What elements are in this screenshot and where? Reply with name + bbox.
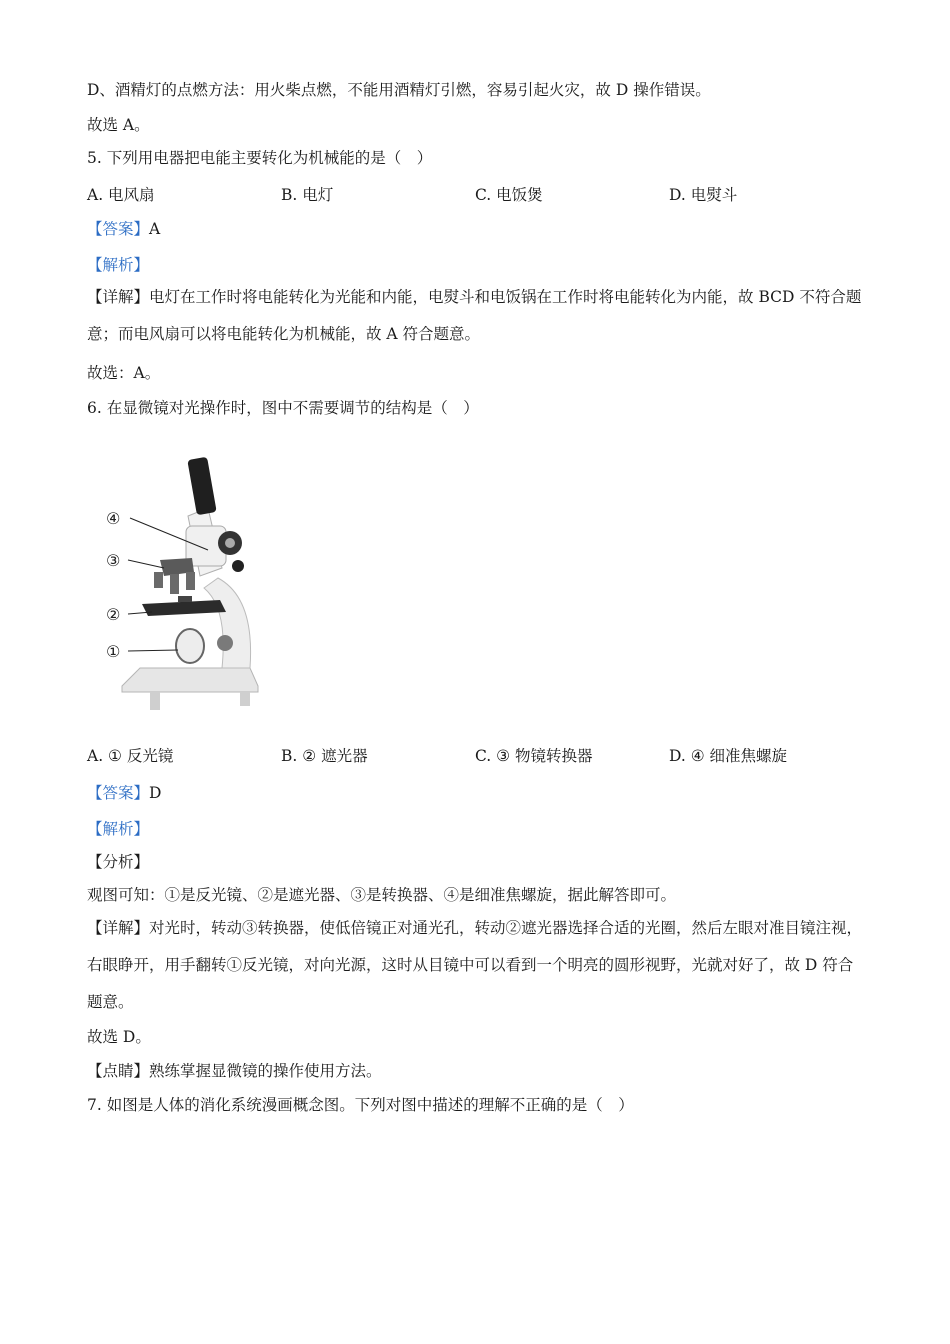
q6-option-d: D. ④ 细准焦螺旋 (669, 747, 788, 765)
q6-analysis-tag: 【解析】 (87, 820, 150, 838)
q6-fenxi-text: 观图可知：①是反光镜、②是遮光器、③是转换器、④是细准焦螺旋，据此解答即可。 (87, 886, 677, 904)
q5-option-d: D. 电熨斗 (669, 186, 738, 204)
detail-tag: 【详解】 (87, 919, 150, 937)
detail-text: 对光时，转动③转换器，使低倍镜正对通光孔，转动②遮光器选择合适的光圈，然后左眼对准目镜注视，右眼睁开，用手翻转①反光镜，对向光源，这时从目镜中可以看到一个明亮的圆形视野，光就对好了，故 D 符合题意。 (87, 919, 863, 1011)
q5-option-c: C. 电饭煲 (475, 186, 543, 204)
label-2: ② (106, 605, 121, 624)
q6-fenxi-tag: 【分析】 (87, 853, 150, 871)
question-6: 6. 在显微镜对光操作时，图中不需要调节的结构是（ ） (87, 399, 479, 417)
microscope-figure (100, 448, 270, 718)
answer-tag: 【答案】 (87, 220, 150, 238)
answer-tag: 【答案】 (87, 784, 150, 802)
dianjing-tag: 【点睛】 (87, 1062, 150, 1080)
q6-option-a: A. ① 反光镜 (87, 747, 174, 765)
microscope-drawing (122, 457, 258, 710)
q6-option-b: B. ② 遮光器 (281, 747, 368, 765)
q6-detail (87, 910, 867, 1021)
line-pick-a: 故选 A。 (87, 116, 150, 134)
line-d-answer: D、酒精灯的点燃方法：用火柴点燃，不能用酒精灯引燃，容易引起火灾，故 D 操作错误。 (87, 81, 711, 99)
q6-option-c: C. ③ 物镜转换器 (475, 747, 593, 765)
q5-option-b: B. 电灯 (281, 186, 334, 204)
answer-value: A (149, 220, 161, 238)
label-3: ③ (106, 551, 121, 570)
answer-value: D (149, 784, 162, 802)
q5-analysis-tag: 【解析】 (87, 256, 150, 274)
q5-detail (87, 279, 867, 353)
dianjing-text: 熟练掌握显微镜的操作使用方法。 (149, 1062, 382, 1080)
question-7: 7. 如图是人体的消化系统漫画概念图。下列对图中描述的理解不正确的是（ ） (87, 1096, 634, 1114)
q6-answer (87, 782, 161, 804)
q5-answer (87, 218, 160, 240)
detail-tag: 【详解】 (87, 288, 150, 306)
q6-dianjing (87, 1060, 382, 1082)
label-1: ① (106, 642, 121, 661)
label-4: ④ (106, 509, 121, 528)
q6-pick: 故选 D。 (87, 1028, 151, 1046)
q5-option-a: A. 电风扇 (87, 186, 155, 204)
detail-text: 电灯在工作时将电能转化为光能和内能，电熨斗和电饭锅在工作时将电能转化为内能，故 BCD 不符合题意；而电风扇可以将电能转化为机械能，故 A 符合题意。 (87, 288, 862, 343)
question-5: 5. 下列用电器把电能主要转化为机械能的是（ ） (87, 149, 433, 167)
q5-pick: 故选：A。 (87, 364, 161, 382)
